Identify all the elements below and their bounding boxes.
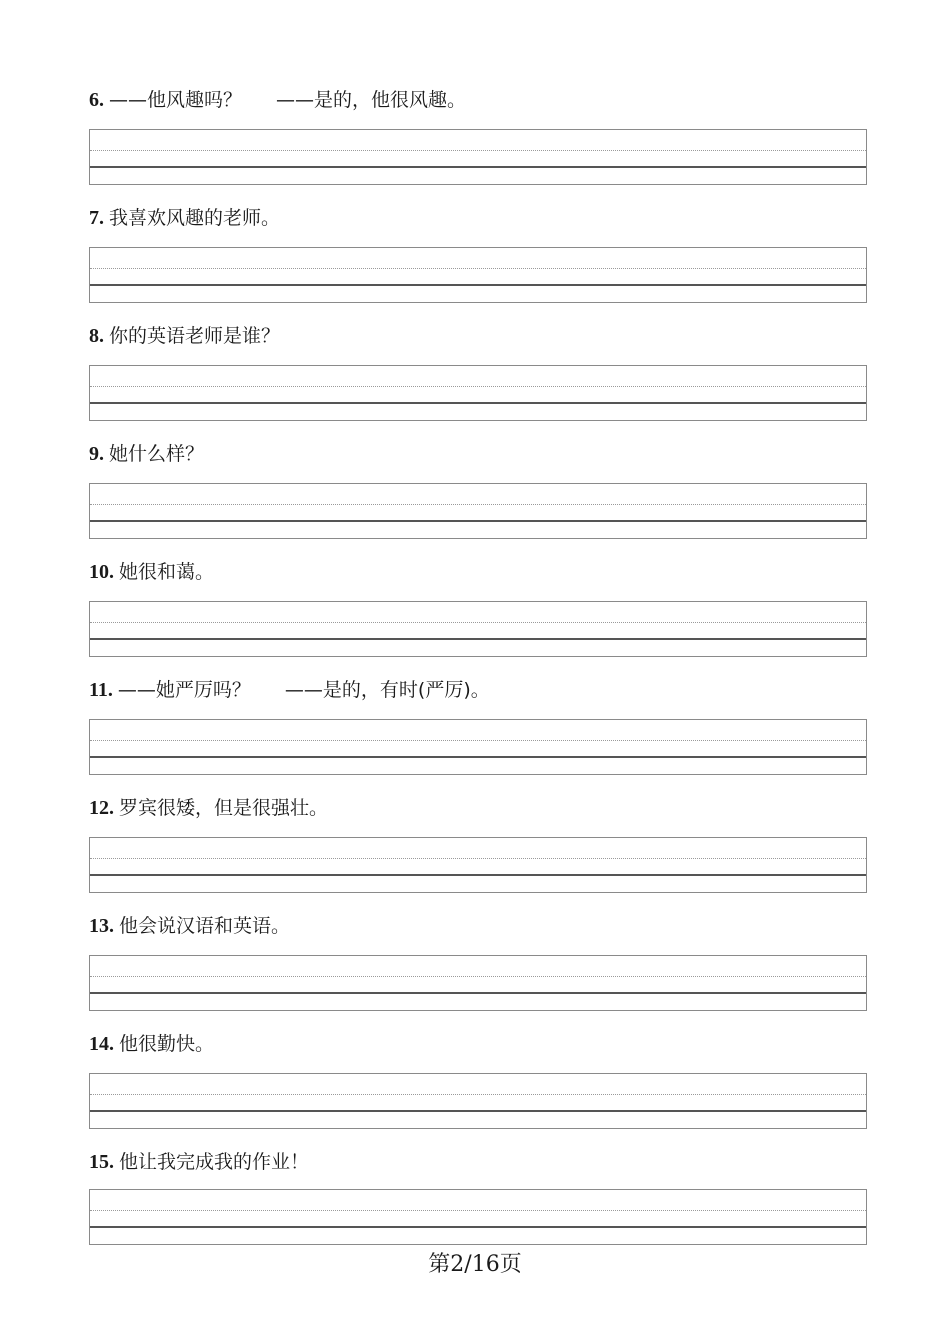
question-7 bbox=[89, 202, 867, 320]
base-line bbox=[90, 1110, 866, 1112]
answer-writing-area[interactable] bbox=[89, 483, 867, 539]
page-number: 第2/16页 bbox=[428, 1252, 522, 1277]
question-12 bbox=[89, 792, 867, 910]
question-prompt bbox=[89, 910, 290, 940]
question-prompt bbox=[89, 674, 490, 704]
guide-line bbox=[90, 268, 866, 269]
question-prompt bbox=[89, 1146, 309, 1176]
question-14 bbox=[89, 1028, 867, 1146]
question-10 bbox=[89, 556, 867, 674]
base-line bbox=[90, 166, 866, 168]
question-15 bbox=[89, 1146, 867, 1264]
question-9 bbox=[89, 438, 867, 556]
question-number: 10. bbox=[89, 561, 114, 583]
question-text: 她什么样？ bbox=[109, 443, 205, 465]
answer-writing-area[interactable] bbox=[89, 365, 867, 421]
guide-line bbox=[90, 976, 866, 977]
guide-line bbox=[90, 622, 866, 623]
question-reply: ——是的，有时(严厉)。 bbox=[284, 679, 490, 701]
question-prompt bbox=[89, 438, 204, 468]
guide-line bbox=[90, 386, 866, 387]
question-prompt bbox=[89, 556, 214, 586]
question-prompt bbox=[89, 202, 280, 232]
guide-line bbox=[90, 504, 866, 505]
question-prompt bbox=[89, 84, 466, 114]
question-number: 9. bbox=[89, 443, 104, 465]
answer-writing-area[interactable] bbox=[89, 247, 867, 303]
base-line bbox=[90, 520, 866, 522]
question-text: 你的英语老师是谁？ bbox=[109, 325, 281, 347]
question-number: 13. bbox=[89, 915, 114, 937]
base-line bbox=[90, 284, 866, 286]
question-text: 她很和蔼。 bbox=[119, 561, 215, 583]
question-text: 他很勤快。 bbox=[119, 1033, 215, 1055]
question-reply: ——是的，他很风趣。 bbox=[276, 89, 467, 111]
question-number: 6. bbox=[89, 89, 104, 111]
question-number: 11. bbox=[89, 679, 113, 701]
question-prompt bbox=[89, 792, 328, 822]
base-line bbox=[90, 402, 866, 404]
question-prompt bbox=[89, 320, 280, 350]
answer-writing-area[interactable] bbox=[89, 955, 867, 1011]
answer-writing-area[interactable] bbox=[89, 129, 867, 185]
guide-line bbox=[90, 150, 866, 151]
answer-writing-area[interactable] bbox=[89, 1189, 867, 1245]
answer-writing-area[interactable] bbox=[89, 837, 867, 893]
guide-line bbox=[90, 740, 866, 741]
base-line bbox=[90, 638, 866, 640]
answer-writing-area[interactable] bbox=[89, 601, 867, 657]
question-11 bbox=[89, 674, 867, 792]
guide-line bbox=[90, 858, 866, 859]
question-number: 15. bbox=[89, 1151, 114, 1173]
question-text: 他让我完成我的作业！ bbox=[119, 1151, 310, 1173]
base-line bbox=[90, 874, 866, 876]
question-8 bbox=[89, 320, 867, 438]
answer-writing-area[interactable] bbox=[89, 1073, 867, 1129]
question-number: 14. bbox=[89, 1033, 114, 1055]
question-text: ——她严厉吗？ bbox=[117, 679, 251, 701]
question-text: 我喜欢风趣的老师。 bbox=[109, 207, 281, 229]
base-line bbox=[90, 1226, 866, 1228]
question-prompt bbox=[89, 1028, 214, 1058]
answer-writing-area[interactable] bbox=[89, 719, 867, 775]
base-line bbox=[90, 992, 866, 994]
guide-line bbox=[90, 1094, 866, 1095]
question-number: 12. bbox=[89, 797, 114, 819]
base-line bbox=[90, 756, 866, 758]
question-text: 他会说汉语和英语。 bbox=[119, 915, 291, 937]
question-number: 8. bbox=[89, 325, 104, 347]
question-13 bbox=[89, 910, 867, 1028]
question-6 bbox=[89, 84, 867, 202]
question-number: 7. bbox=[89, 207, 104, 229]
guide-line bbox=[90, 1210, 866, 1211]
question-text: ——他风趣吗？ bbox=[109, 89, 243, 111]
question-text: 罗宾很矮，但是很强壮。 bbox=[119, 797, 329, 819]
